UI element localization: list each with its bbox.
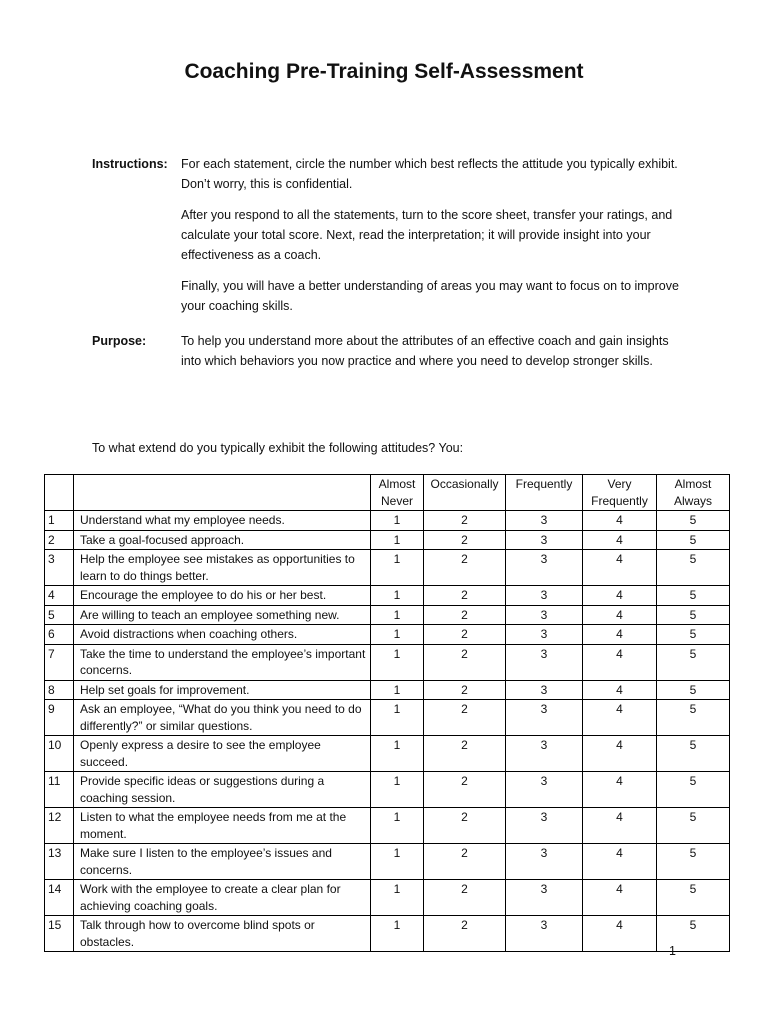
table-row xyxy=(45,916,730,952)
score-option[interactable]: 2 xyxy=(424,644,506,680)
score-option[interactable]: 1 xyxy=(371,511,424,531)
score-option[interactable]: 3 xyxy=(506,736,583,772)
row-number: 12 xyxy=(45,808,74,844)
table-row xyxy=(45,511,730,531)
score-option[interactable]: 1 xyxy=(371,625,424,645)
score-option[interactable]: 4 xyxy=(583,680,657,700)
row-number: 3 xyxy=(45,550,74,586)
score-option[interactable]: 2 xyxy=(424,530,506,550)
score-option[interactable]: 5 xyxy=(657,644,730,680)
row-number: 4 xyxy=(45,586,74,606)
table-row xyxy=(45,700,730,736)
score-option[interactable]: 2 xyxy=(424,550,506,586)
statement-cell: Are willing to teach an employee something new. xyxy=(74,605,371,625)
score-option[interactable]: 2 xyxy=(424,680,506,700)
score-option[interactable]: 3 xyxy=(506,844,583,880)
table-row xyxy=(45,808,730,844)
table-row xyxy=(45,772,730,808)
score-option[interactable]: 5 xyxy=(657,736,730,772)
score-option[interactable]: 1 xyxy=(371,880,424,916)
score-option[interactable]: 2 xyxy=(424,808,506,844)
score-option[interactable]: 1 xyxy=(371,680,424,700)
score-option[interactable]: 4 xyxy=(583,550,657,586)
score-option[interactable]: 3 xyxy=(506,625,583,645)
row-number: 6 xyxy=(45,625,74,645)
page-title: Coaching Pre-Training Self-Assessment xyxy=(184,60,584,83)
header-almost-never: Almost Never xyxy=(371,475,424,511)
row-number: 14 xyxy=(45,880,74,916)
statement-cell: Provide specific ideas or suggestions during a coaching session. xyxy=(74,772,371,808)
purpose-text: To help you understand more about the attributes of an effective coach and gain insights into which behaviors you now practice and where you need to develop stronger skills. xyxy=(181,334,669,368)
purpose-section xyxy=(92,331,692,371)
score-option[interactable]: 3 xyxy=(506,772,583,808)
score-option[interactable]: 2 xyxy=(424,586,506,606)
question-prompt: To what extend do you typically exhibit the following attitudes? You: xyxy=(92,441,464,455)
score-option[interactable]: 5 xyxy=(657,511,730,531)
score-option[interactable]: 3 xyxy=(506,880,583,916)
table-row xyxy=(45,680,730,700)
score-option[interactable]: 2 xyxy=(424,736,506,772)
assessment-table xyxy=(44,474,730,952)
score-option[interactable]: 1 xyxy=(371,808,424,844)
score-option[interactable]: 4 xyxy=(583,736,657,772)
row-number: 15 xyxy=(45,916,74,952)
instructions-section xyxy=(92,154,692,371)
table-row xyxy=(45,625,730,645)
score-option[interactable]: 4 xyxy=(583,880,657,916)
table-body xyxy=(45,511,730,952)
score-option[interactable]: 4 xyxy=(583,586,657,606)
instructions-paragraph: Finally, you will have a better understanding of areas you may want to focus on to improve your coaching skills. xyxy=(181,279,679,313)
score-option[interactable]: 3 xyxy=(506,916,583,952)
score-option[interactable]: 5 xyxy=(657,808,730,844)
statement-cell: Make sure I listen to the employee’s issues and concerns. xyxy=(74,844,371,880)
score-option[interactable]: 4 xyxy=(583,916,657,952)
score-option[interactable]: 2 xyxy=(424,772,506,808)
score-option[interactable]: 4 xyxy=(583,625,657,645)
row-number: 7 xyxy=(45,644,74,680)
table-row xyxy=(45,586,730,606)
header-occasionally: Occasionally xyxy=(424,475,506,511)
score-option[interactable]: 1 xyxy=(371,605,424,625)
score-option[interactable]: 5 xyxy=(657,530,730,550)
statement-cell: Help set goals for improvement. xyxy=(74,680,371,700)
score-option[interactable]: 2 xyxy=(424,511,506,531)
table-row xyxy=(45,736,730,772)
score-option[interactable]: 5 xyxy=(657,680,730,700)
table-row xyxy=(45,530,730,550)
score-option[interactable]: 3 xyxy=(506,530,583,550)
purpose-label: Purpose: xyxy=(92,334,147,348)
statement-cell: Ask an employee, “What do you think you need to do differently?” or similar questions. xyxy=(74,700,371,736)
score-option[interactable]: 2 xyxy=(424,880,506,916)
instructions-content xyxy=(181,154,692,327)
row-number: 2 xyxy=(45,530,74,550)
score-option[interactable]: 3 xyxy=(506,550,583,586)
score-option[interactable]: 4 xyxy=(583,530,657,550)
row-number: 8 xyxy=(45,680,74,700)
table-header-row xyxy=(45,475,730,511)
score-option[interactable]: 5 xyxy=(657,586,730,606)
statement-cell: Avoid distractions when coaching others. xyxy=(74,625,371,645)
statement-cell: Work with the employee to create a clear plan for achieving coaching goals. xyxy=(74,880,371,916)
header-very-frequently: Very Frequently xyxy=(583,475,657,511)
instructions-paragraph: For each statement, circle the number which best reflects the attitude you typically exhibit. Don’t worry, this is confidential. xyxy=(181,157,678,191)
score-option[interactable]: 1 xyxy=(371,916,424,952)
score-option[interactable]: 2 xyxy=(424,916,506,952)
score-option[interactable]: 1 xyxy=(371,530,424,550)
score-option[interactable]: 4 xyxy=(583,644,657,680)
score-option[interactable]: 5 xyxy=(657,625,730,645)
score-option[interactable]: 2 xyxy=(424,844,506,880)
table-row xyxy=(45,880,730,916)
row-number: 5 xyxy=(45,605,74,625)
row-number: 10 xyxy=(45,736,74,772)
header-frequently: Frequently xyxy=(506,475,583,511)
page-number: 1 xyxy=(669,944,676,958)
score-option[interactable]: 5 xyxy=(657,550,730,586)
statement-cell: Help the employee see mistakes as opportunities to learn to do things better. xyxy=(74,550,371,586)
row-number: 13 xyxy=(45,844,74,880)
statement-cell: Listen to what the employee needs from me at the moment. xyxy=(74,808,371,844)
score-option[interactable]: 3 xyxy=(506,586,583,606)
score-option[interactable]: 2 xyxy=(424,625,506,645)
score-option[interactable]: 4 xyxy=(583,844,657,880)
score-option[interactable]: 3 xyxy=(506,680,583,700)
statement-cell: Openly express a desire to see the employee succeed. xyxy=(74,736,371,772)
row-number: 11 xyxy=(45,772,74,808)
score-option[interactable]: 1 xyxy=(371,772,424,808)
score-option[interactable]: 5 xyxy=(657,605,730,625)
score-option[interactable]: 1 xyxy=(371,550,424,586)
score-option[interactable]: 3 xyxy=(506,808,583,844)
score-option[interactable]: 1 xyxy=(371,736,424,772)
table-row xyxy=(45,644,730,680)
statement-cell: Understand what my employee needs. xyxy=(74,511,371,531)
score-option[interactable]: 5 xyxy=(657,772,730,808)
statement-cell: Encourage the employee to do his or her best. xyxy=(74,586,371,606)
score-option[interactable]: 5 xyxy=(657,880,730,916)
score-option[interactable]: 4 xyxy=(583,605,657,625)
score-option[interactable]: 3 xyxy=(506,700,583,736)
score-option[interactable]: 3 xyxy=(506,605,583,625)
score-option[interactable]: 5 xyxy=(657,700,730,736)
score-option[interactable]: 3 xyxy=(506,511,583,531)
score-option[interactable]: 1 xyxy=(371,700,424,736)
score-option[interactable]: 3 xyxy=(506,644,583,680)
score-option[interactable]: 5 xyxy=(657,844,730,880)
instructions-label: Instructions: xyxy=(92,157,168,171)
score-option[interactable]: 5 xyxy=(657,916,730,952)
table-row xyxy=(45,844,730,880)
table-row xyxy=(45,550,730,586)
score-option[interactable]: 2 xyxy=(424,700,506,736)
score-option[interactable]: 4 xyxy=(583,700,657,736)
statement-cell: Talk through how to overcome blind spots or obstacles. xyxy=(74,916,371,952)
table-row xyxy=(45,605,730,625)
score-option[interactable]: 1 xyxy=(371,844,424,880)
score-option[interactable]: 4 xyxy=(583,772,657,808)
score-option[interactable]: 4 xyxy=(583,808,657,844)
score-option[interactable]: 2 xyxy=(424,605,506,625)
header-almost-always: Almost Always xyxy=(657,475,730,511)
statement-cell: Take the time to understand the employee’s important concerns. xyxy=(74,644,371,680)
row-number: 1 xyxy=(45,511,74,531)
statement-cell: Take a goal-focused approach. xyxy=(74,530,371,550)
header-statement-cell xyxy=(74,475,371,511)
row-number: 9 xyxy=(45,700,74,736)
score-option[interactable]: 1 xyxy=(371,644,424,680)
score-option[interactable]: 4 xyxy=(583,511,657,531)
header-num-cell xyxy=(45,475,74,511)
instructions-paragraph: After you respond to all the statements, turn to the score sheet, transfer your ratings, and calculate your total score. Next, read the interpretation; it will provide insight into your effectiveness as a coach. xyxy=(181,208,673,262)
score-option[interactable]: 1 xyxy=(371,586,424,606)
